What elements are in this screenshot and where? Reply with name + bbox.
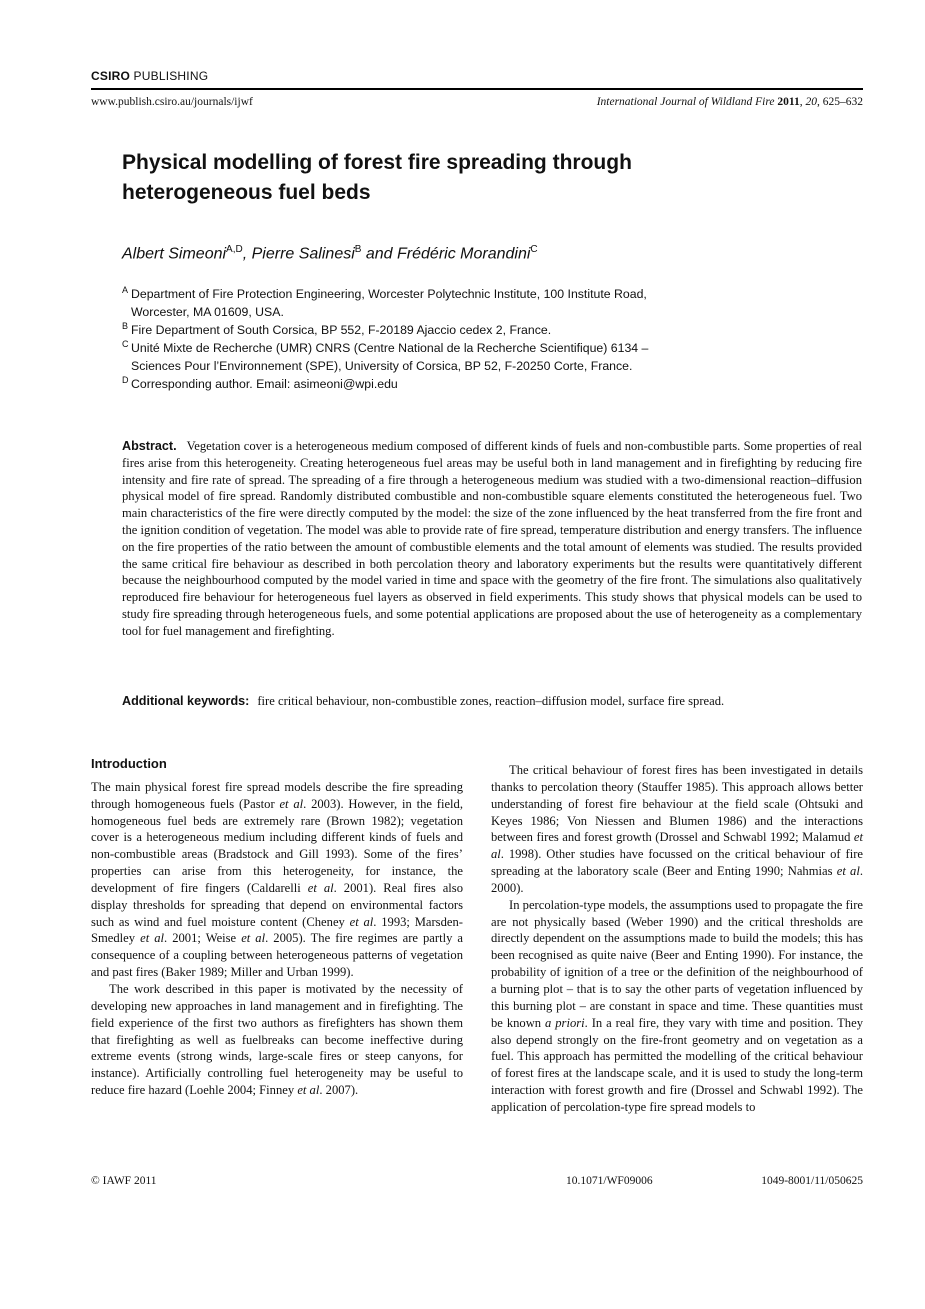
publisher-name-rest: PUBLISHING <box>130 69 209 83</box>
author-affiliation-mark: B <box>354 244 362 255</box>
affiliation-line: Corresponding author. Email: asimeoni@wpi.edu <box>131 377 398 391</box>
italic-text: et al <box>349 914 374 929</box>
journal-pages: 625–632 <box>822 96 863 108</box>
keywords <box>122 694 862 709</box>
article-title <box>122 148 722 208</box>
affiliation-mark: B <box>122 321 129 331</box>
author-list <box>122 244 538 263</box>
title-line: heterogeneous fuel beds <box>122 181 371 204</box>
paragraph <box>491 897 863 1116</box>
text-run: . 1998). Other studies have focussed on the critical behaviour of fire spreading at the laboratory scale (Beer and Enting 1990; Nahmias <box>491 847 863 879</box>
affiliation-item <box>122 321 762 339</box>
section-heading: Introduction <box>91 756 167 771</box>
text-run: The main physical forest fire spread models describe the fire spreading through homogeneous fuels (Pastor <box>91 779 463 811</box>
body-column-right <box>491 762 863 1116</box>
italic-text: et al <box>279 796 304 811</box>
text-run: . 2000). <box>491 864 863 895</box>
affiliation-line: Sciences Pour l’Environnement (SPE), University of Corsica, BP 52, F-20250 Corte, France. <box>131 359 633 373</box>
publisher-logo <box>91 69 208 83</box>
keywords-text: fire critical behaviour, non-combustible zones, reaction–diffusion model, surface fire spread. <box>257 694 725 708</box>
journal-volume: 20 <box>805 96 817 108</box>
affiliation-item <box>122 375 762 393</box>
affiliation-line: Unité Mixte de Recherche (UMR) CNRS (Centre National de la Recherche Scientifique) 6134 – <box>131 341 649 355</box>
text-run: The work described in this paper is motivated by the necessity of developing new approaches in land management and in firefighting. The field experience of the first two authors as firefighters has shown them that firefighting as well as fuelbreaks can become ineffective during extreme events (strong winds, large-scale fires or steep canyons, for instance). Artificially controlling fuel heterogeneity may be useful to reduce fire hazard (Loehle 2004; Finney <box>91 981 463 1098</box>
paragraph <box>491 762 863 897</box>
text-run: . 2003). However, in the field, homogeneous fuel beds are extremely rare (Brown 1982); vegetation cover is a heterogeneous medium including different kinds of fuels and non-combustible areas (Bradstock and Gill 1993). Some of the fires’ properties can arise from this heterogeneity, for instance, the development of fire fingers (Caldarelli <box>91 796 463 895</box>
author-affiliation-mark: A,D <box>226 244 243 255</box>
body-column-left <box>91 756 463 1099</box>
doi[interactable]: 10.1071/WF09006 <box>566 1175 653 1187</box>
text-run: . 2001; Weise <box>164 931 242 946</box>
author-affiliation-mark: C <box>530 244 538 255</box>
affiliations <box>122 285 762 393</box>
abstract-label: Abstract. <box>122 439 177 453</box>
italic-text: et al <box>491 830 863 862</box>
header-rule <box>91 88 863 90</box>
text-run: . 2001). Real fires also display thresholds for spreading that depend on environmental factors such as wind and fuel moisture content (Cheney <box>91 880 463 929</box>
issn: 1049-8001/11/050625 <box>761 1175 863 1187</box>
author-separator: , <box>242 245 252 263</box>
affiliation-line: Fire Department of South Corsica, BP 552, F-20189 Ajaccio cedex 2, France. <box>131 323 552 337</box>
text-run: . 2005). The fire regimes are partly a consequence of a coupling between heterogeneous patterns of vegetation and past fires (Baker 1989; Miller and Urban 1999). <box>91 931 464 980</box>
text-run: In percolation-type models, the assumptions used to propagate the fire are not physically based (Weber 1990) and the critical thresholds are directly dependent on the assumptions made to build the models; this has been recognised as quite naive (Beer and Enting 1990). For instance, the probability of ignition of a tree or the definition of the neighbourhood of a burning plot – that is to say the other parts of vegetation influenced by this burning plot – are constant in space and time. These quantities must be known <box>491 897 863 1030</box>
affiliation-mark: A <box>122 285 129 295</box>
italic-text: et al <box>297 1083 320 1098</box>
text-run: . 2007). <box>319 1083 359 1098</box>
publisher-name-bold: CSIRO <box>91 69 131 83</box>
affiliation-line: Department of Fire Protection Engineering, Worcester Polytechnic Institute, 100 Institute Road, <box>131 287 647 301</box>
author-name: Frédéric Morandini <box>397 245 531 263</box>
title-line: Physical modelling of forest fire spreading through <box>122 151 632 174</box>
journal-citation: International Journal of Wildland Fire 2011, 20, 625–632 <box>596 96 863 108</box>
author-separator: and <box>361 245 398 263</box>
affiliation-mark: D <box>122 375 129 385</box>
abstract <box>122 438 862 640</box>
text-run: . In a real fire, they vary with time and position. They also depend strongly on the fire-front geometry and on vegetation as a fuel. This approach has permitted the modelling of the critical behaviour of forest fires at the landscape scale, and it is used to study the long-term interaction with forest growth and fire (Drossel and Schwabl 1992). The application of percolation-type fire spread models to <box>491 1015 863 1114</box>
copyright-notice: © IAWF 2011 <box>91 1175 157 1187</box>
italic-text: a priori <box>545 1015 585 1030</box>
keywords-label: Additional keywords: <box>122 694 250 708</box>
affiliation-line: Worcester, MA 01609, USA. <box>131 305 284 319</box>
abstract-text: Vegetation cover is a heterogeneous medium composed of different kinds of fuels and non-combustible parts. Some properties of real fires arise from this heterogeneity. Creating heterogeneous fuel areas may be useful both in land management and in firefighting by reducing fire intensity and fire rate of spread. The spreading of a fire through a heterogeneous medium was studied with a two-dimensional reaction–diffusion physical model of fire spread. Randomly distributed combustible and non-combustible square elements constituted the heterogeneous fuel. Two main characteristics of the fire were directly computed by the model: the size of the zone influenced by the heat transferred from the fire front and the ignition condition of vegetation. The model was able to provide rate of fire spread, temperature distribution and energy transfers. The influence on the fire properties of the ratio between the amount of combustible elements and the total amount of elements was studied. The results provided the same critical fire behaviour as described in both percolation theory and laboratory experiments but the results were quantitatively different because the neighbourhood computed by the model varied in time and space with the geometry of the fire front. The simulations also qualitatively reproduced fire behaviour for heterogeneous fuel layers as observed in field experiments. This study shows that physical models can be used to study fire spreading through heterogeneous fuels, and some potential applications are proposed about the use of heterogeneity as a complementary tool for fuel management and firefighting. <box>122 439 862 638</box>
journal-year: 2011 <box>777 96 800 108</box>
author-name: Pierre Salinesi <box>251 245 355 263</box>
text-run: . 1993; Marsden-Smedley <box>91 914 463 946</box>
author-name: Albert Simeoni <box>122 245 227 263</box>
italic-text: et al <box>140 931 165 946</box>
text-run: The critical behaviour of forest fires has been investigated in details thanks to percolation theory (Stauffer 1985). This approach allows better understanding of forest fire behaviour at the field scale (Ohtsuki and Keyes 1986; Von Niessen and Blumen 1986) and the interactions between fires and forest growth (Drossel and Schwabl 1992; Malamud <box>491 763 863 845</box>
journal-url[interactable]: www.publish.csiro.au/journals/ijwf <box>91 96 253 108</box>
affiliation-item <box>122 339 762 375</box>
journal-name: International Journal of Wildland Fire <box>596 96 775 108</box>
italic-text: et al <box>241 931 266 946</box>
italic-text: et al <box>836 864 860 879</box>
affiliation-item <box>122 285 762 321</box>
italic-text: et al <box>307 880 334 895</box>
paragraph <box>91 981 463 1099</box>
paragraph <box>91 779 463 981</box>
affiliation-mark: C <box>122 339 129 349</box>
